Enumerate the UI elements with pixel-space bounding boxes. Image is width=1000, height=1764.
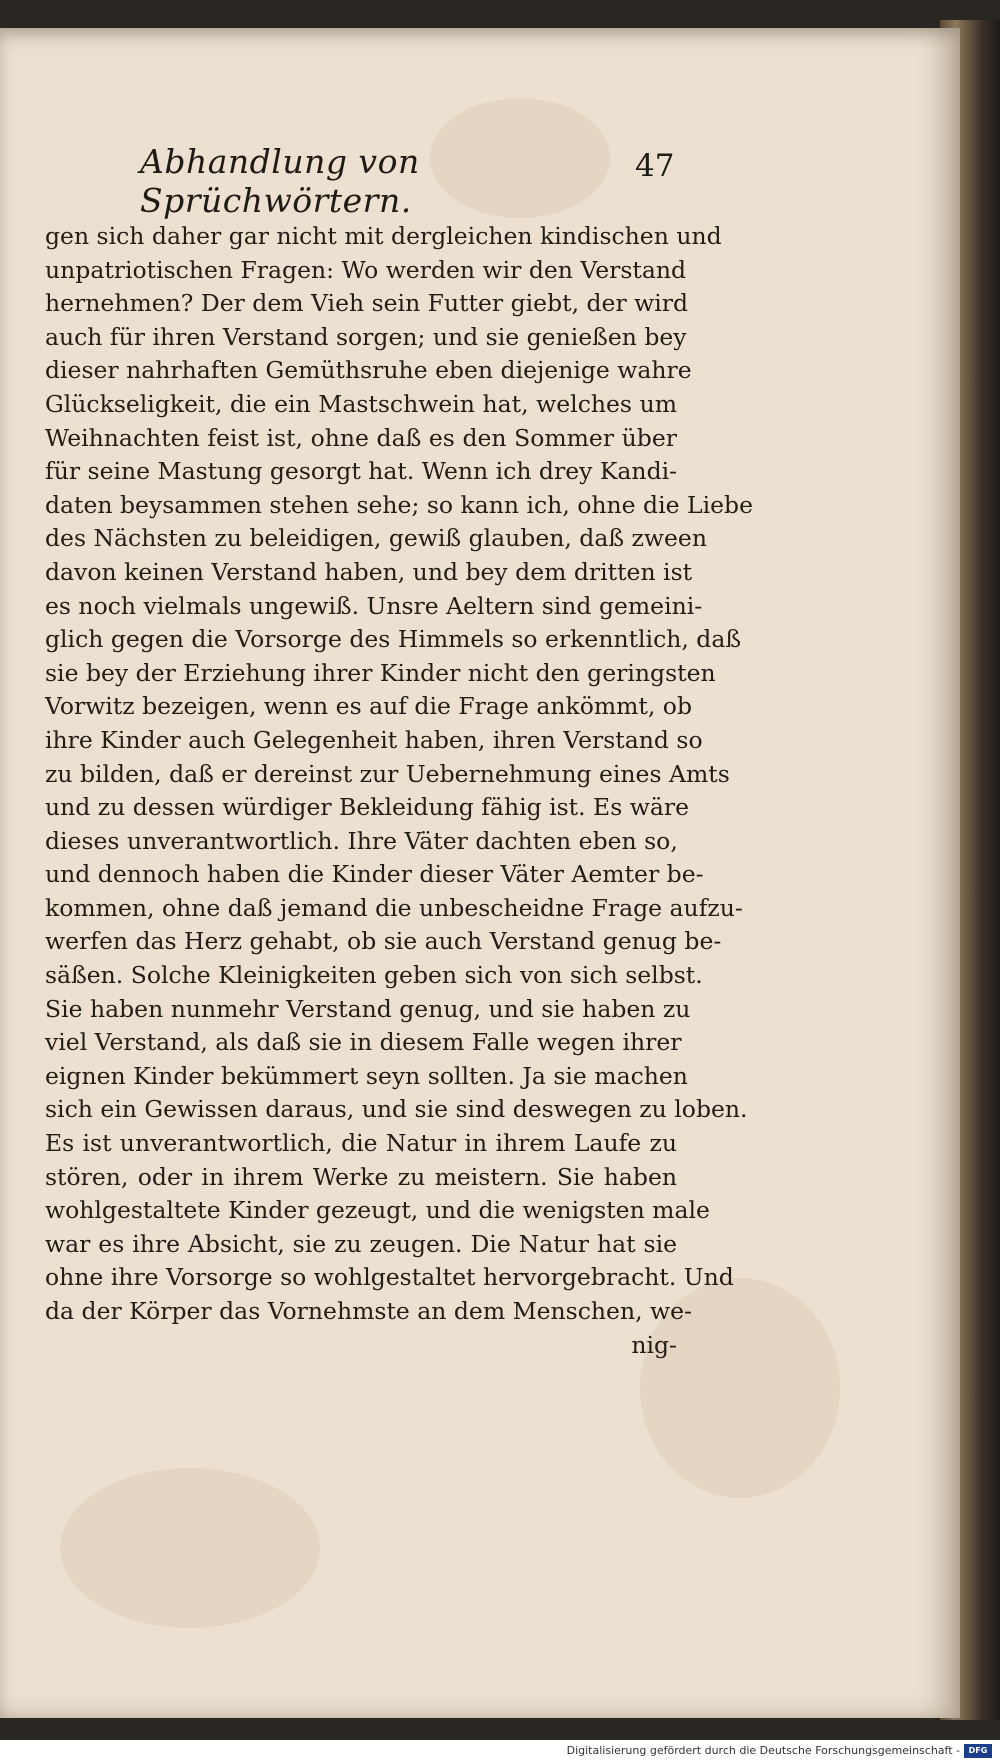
text-line: war es ihre Absicht, sie zu zeugen. Die Natur hat sie	[45, 1229, 677, 1258]
text-line: es noch vielmals ungewiß. Unsre Aeltern sind gemeini-	[45, 591, 703, 620]
text-line: glich gegen die Vorsorge des Himmels so erkenntlich, daß	[45, 625, 742, 654]
text-line: viel Verstand, als daß sie in diesem Falle wegen ihrer	[45, 1028, 682, 1057]
running-head: Abhandlung von Sprüchwörtern.	[140, 142, 420, 220]
paper-stain	[60, 1468, 320, 1628]
catchword: nig-	[631, 1330, 677, 1359]
text-line: und zu dessen würdiger Bekleidung fähig ist. Es wäre	[45, 793, 690, 822]
text-line: hernehmen? Der dem Vieh sein Futter giebt, der wird	[45, 289, 689, 318]
text-line: eignen Kinder bekümmert seyn sollten. Ja sie machen	[45, 1061, 688, 1090]
text-line: auch für ihren Verstand sorgen; und sie genießen bey	[45, 322, 687, 351]
text-line: ohne ihre Vorsorge so wohlgestaltet hervorgebracht. Und	[45, 1263, 734, 1292]
text-line: ihre Kinder auch Gelegenheit haben, ihren Verstand so	[45, 725, 703, 754]
body-text	[45, 220, 753, 1362]
digitization-footer	[0, 1740, 1000, 1764]
text-line: da der Körper das Vornehmste an dem Menschen, we-	[45, 1297, 692, 1325]
text-line: daten beysammen stehen sehe; so kann ich, ohne die Liebe	[45, 490, 753, 519]
text-line: Es ist unverantwortlich, die Natur in ihrem Laufe zu	[45, 1129, 677, 1158]
text-line: sie bey der Erziehung ihrer Kinder nicht den geringsten	[45, 658, 716, 687]
text-line: kommen, ohne daß jemand die unbescheidne Frage aufzu-	[45, 893, 743, 922]
text-line: sich ein Gewissen daraus, und sie sind deswegen zu loben.	[45, 1095, 748, 1124]
text-line: dieser nahrhaften Gemüthsruhe eben diejenige wahre	[45, 356, 692, 385]
text-line: des Nächsten zu beleidigen, gewiß glauben, daß zween	[45, 524, 707, 553]
text-line: Sie haben nunmehr Verstand genug, und sie haben zu	[45, 994, 691, 1023]
dfg-credit: Digitalisierung gefördert durch die Deutsche Forschungsgemeinschaft -	[566, 1744, 960, 1757]
text-line: und dennoch haben die Kinder dieser Väter Aemter be-	[45, 860, 704, 889]
text-line: davon keinen Verstand haben, und bey dem dritten ist	[45, 557, 693, 586]
text-line: für seine Mastung gesorgt hat. Wenn ich drey Kandi-	[45, 457, 678, 486]
page-number: 47	[635, 148, 675, 184]
dfg-logo: DFG	[964, 1744, 992, 1758]
text-line: gen sich daher gar nicht mit dergleichen kindischen und	[45, 222, 722, 250]
text-line: werfen das Herz gehabt, ob sie auch Verstand genug be-	[45, 927, 722, 956]
page-header	[140, 142, 680, 220]
text-line: Glückseligkeit, die ein Mastschwein hat, welches um	[45, 389, 677, 418]
text-line: Weihnachten feist ist, ohne daß es den Sommer über	[45, 423, 677, 452]
text-line: Vorwitz bezeigen, wenn es auf die Frage ankömmt, ob	[45, 692, 692, 721]
text-line: unpatriotischen Fragen: Wo werden wir den Verstand	[45, 255, 687, 284]
text-line: zu bilden, daß er dereinst zur Uebernehmung eines Amts	[45, 759, 730, 788]
text-line: wohlgestaltete Kinder gezeugt, und die wenigsten male	[45, 1196, 710, 1225]
text-line: dieses unverantwortlich. Ihre Väter dachten eben so,	[45, 826, 678, 855]
text-line: stören, oder in ihrem Werke zu meistern. Sie haben	[45, 1162, 677, 1191]
text-line: säßen. Solche Kleinigkeiten geben sich von sich selbst.	[45, 961, 703, 990]
